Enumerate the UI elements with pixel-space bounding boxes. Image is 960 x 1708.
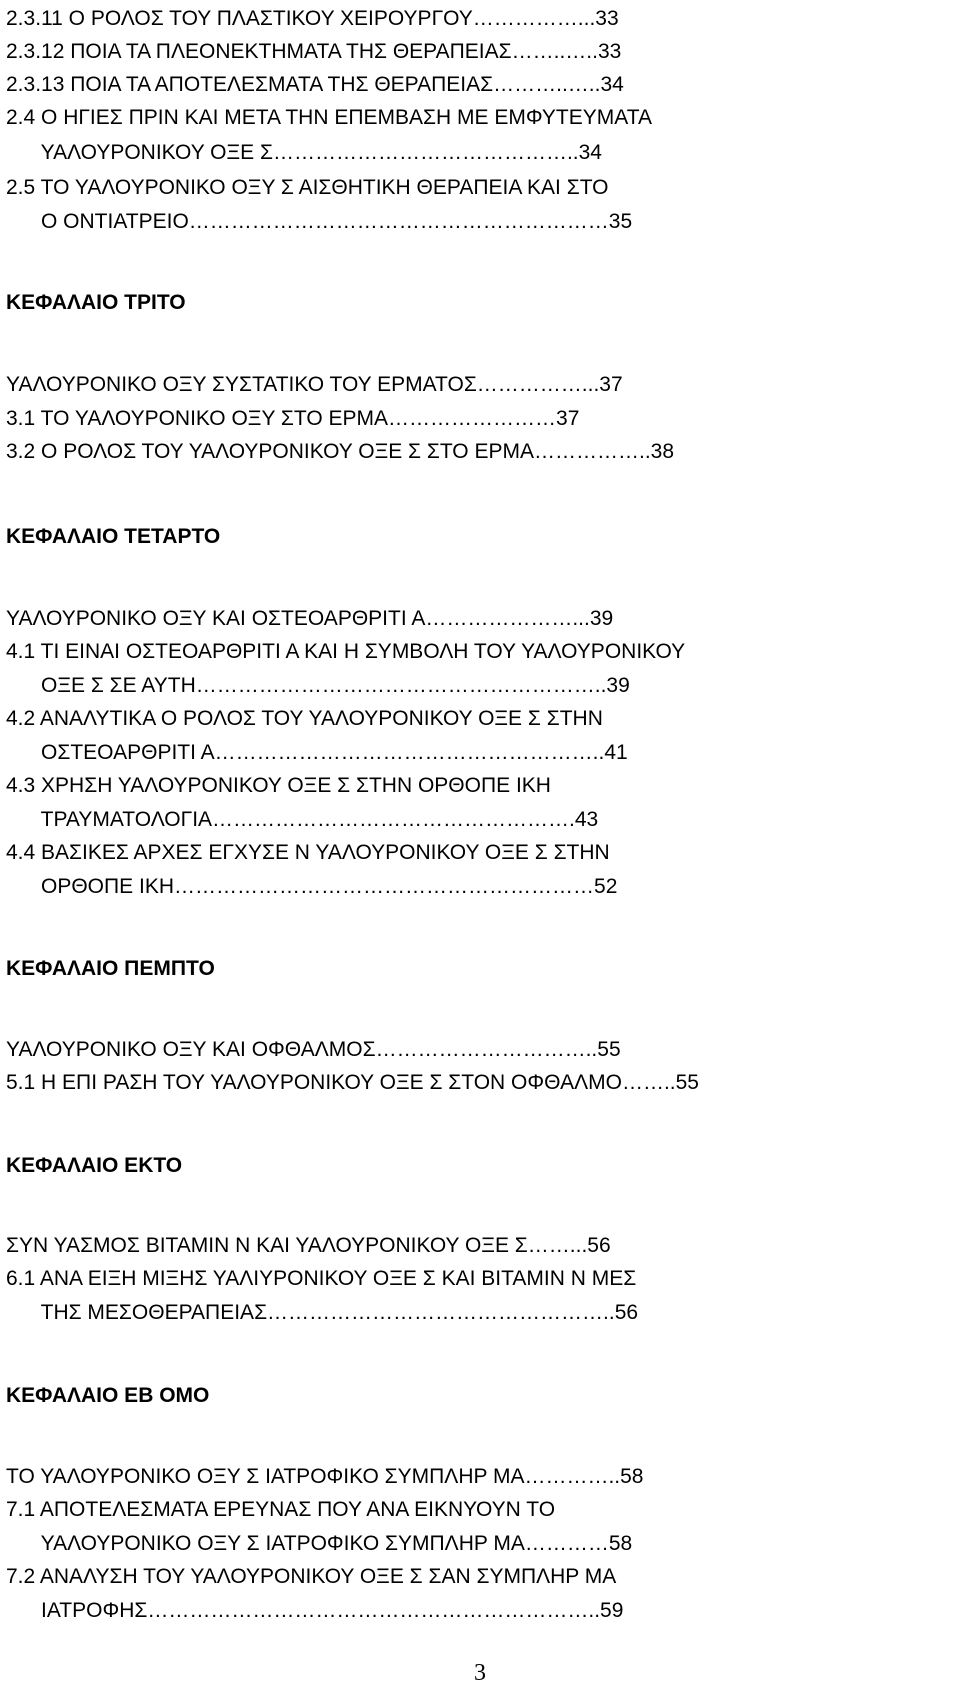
toc-line: 2.3.11 Ο ΡΟΛΟΣ ΤΟΥ ΠΛΑΣΤΙΚΟΥ ΧΕΙΡΟΥΡΓΟΥ……………...33 — [6, 7, 619, 30]
chapter-heading: ΚΕΦΑΛΑΙΟ ΠΕΜΠΤΟ — [6, 957, 215, 980]
toc-line: 5.1 Η ΕΠΙ ΡΑΣΗ ΤΟΥ ΥΑΛΟΥΡΟΝΙΚΟΥ ΟΞΕ Σ ΣΤΟΝ ΟΦΘΑΛΜΟ……..55 — [6, 1071, 699, 1094]
toc-line: 3.1 ΤΟ ΥΑΛΟΥΡΟΝΙΚΟ ΟΞΥ ΣΤΟ ΕΡΜΑ……………………37 — [6, 407, 580, 430]
chapter-heading: ΚΕΦΑΛΑΙΟ ΤΕΤΑΡΤΟ — [6, 525, 221, 548]
toc-line: ΥΑΛΟΥΡΟΝΙΚΟ ΟΞΥ ΣΥΣΤΑΤΙΚΟ ΤΟΥ ΕΡΜΑΤΟΣ……………...37 — [6, 373, 623, 396]
page-number: 3 — [474, 1660, 486, 1686]
toc-line: 7.1 ΑΠΟΤΕΛΕΣΜΑΤΑ ΕΡΕΥΝΑΣ ΠΟΥ ΑΝΑ ΕΙΚΝΥΟΥΝ ΤΟ — [6, 1498, 556, 1521]
toc-line: ΤΗΣ ΜΕΣΟΘΕΡΑΠΕΙΑΣ…………………………………………..56 — [6, 1301, 639, 1324]
toc-line: 7.2 ΑΝΑΛΥΣΗ ΤΟΥ ΥΑΛΟΥΡΟΝΙΚΟΥ ΟΞΕ Σ ΣΑΝ ΣΥΜΠΛΗΡ ΜΑ — [6, 1565, 617, 1588]
toc-line: 6.1 ΑΝΑ ΕΙΞΗ ΜΙΞΗΣ ΥΑΛΙΥΡΟΝΙΚΟΥ ΟΞΕ Σ ΚΑΙ ΒΙΤΑΜΙΝ Ν ΜΕΣ — [6, 1267, 637, 1290]
toc-line: 4.2 ΑΝΑΛΥΤΙΚΑ Ο ΡΟΛΟΣ ΤΟΥ ΥΑΛΟΥΡΟΝΙΚΟΥ ΟΞΕ Σ ΣΤΗΝ — [6, 707, 603, 730]
toc-line: ΙΑΤΡΟΦΗΣ………………………………………………………..59 — [6, 1599, 624, 1622]
toc-line: 3.2 Ο ΡΟΛΟΣ ΤΟΥ ΥΑΛΟΥΡΟΝΙΚΟΥ ΟΞΕ Σ ΣΤΟ ΕΡΜΑ……………..38 — [6, 440, 675, 463]
toc-line: Ο ΟΝΤΙΑΤΡΕΙΟ……………………………………………………35 — [6, 210, 633, 233]
toc-line: 2.3.12 ΠΟΙΑ ΤΑ ΠΛΕΟΝΕΚΤΗΜΑΤΑ ΤΗΣ ΘΕΡΑΠΕΙΑΣ……..…..33 — [6, 40, 622, 63]
toc-line: ΤΡΑΥΜΑΤΟΛΟΓΙΑ…………………………………………….43 — [6, 808, 599, 831]
toc-line: ΣΥΝ ΥΑΣΜΟΣ ΒΙΤΑΜΙΝ Ν ΚΑΙ ΥΑΛΟΥΡΟΝΙΚΟΥ ΟΞΕ Σ……...56 — [6, 1234, 611, 1257]
chapter-heading: ΚΕΦΑΛΑΙΟ ΤΡΙΤΟ — [6, 291, 186, 314]
chapter-heading: ΚΕΦΑΛΑΙΟ ΕΚΤΟ — [6, 1154, 183, 1177]
chapter-heading: ΚΕΦΑΛΑΙΟ ΕΒ ΟΜΟ — [6, 1384, 210, 1407]
toc-line: 2.4 Ο ΗΓΙΕΣ ΠΡΙΝ ΚΑΙ ΜΕΤΑ ΤΗΝ ΕΠΕΜΒΑΣΗ ΜΕ ΕΜΦΥΤΕΥΜΑΤΑ — [6, 106, 652, 129]
toc-line: 4.1 ΤΙ ΕΙΝΑΙ ΟΣΤΕΟΑΡΘΡΙΤΙ Α ΚΑΙ Η ΣΥΜΒΟΛΗ ΤΟΥ ΥΑΛΟΥΡΟΝΙΚΟΥ — [6, 640, 686, 663]
toc-line: 4.3 ΧΡΗΣΗ ΥΑΛΟΥΡΟΝΙΚΟΥ ΟΞΕ Σ ΣΤΗΝ ΟΡΘΟΠΕ ΙΚΗ — [6, 774, 551, 797]
toc-line: ΥΑΛΟΥΡΟΝΙΚΟ ΟΞΥ ΚΑΙ ΟΣΤΕΟΑΡΘΡΙΤΙ Α…………………...39 — [6, 607, 614, 630]
toc-line: 4.4 ΒΑΣΙΚΕΣ ΑΡΧΕΣ ΕΓΧΥΣΕ Ν ΥΑΛΟΥΡΟΝΙΚΟΥ ΟΞΕ Σ ΣΤΗΝ — [6, 841, 610, 864]
toc-line: ΥΑΛΟΥΡΟΝΙΚΟ ΟΞΥ Σ ΙΑΤΡΟΦΙΚΟ ΣΥΜΠΛΗΡ ΜΑ…………58 — [6, 1532, 633, 1555]
toc-line: ΟΡΘΟΠΕ ΙΚΗ……………………………………………………52 — [6, 875, 618, 898]
toc-line: ΟΞΕ Σ ΣΕ ΑΥΤΗ…………………………………………………..39 — [6, 674, 630, 697]
toc-line: ΤΟ ΥΑΛΟΥΡΟΝΙΚΟ ΟΞΥ Σ ΙΑΤΡΟΦΙΚΟ ΣΥΜΠΛΗΡ ΜΑ…………..58 — [6, 1465, 644, 1488]
toc-line: 2.5 ΤΟ ΥΑΛΟΥΡΟΝΙΚΟ ΟΞΥ Σ ΑΙΣΘΗΤΙΚΗ ΘΕΡΑΠΕΙΑ ΚΑΙ ΣΤΟ — [6, 176, 609, 199]
toc-line: ΥΑΛΟΥΡΟΝΙΚΟ ΟΞΥ ΚΑΙ ΟΦΘΑΛΜΟΣ…………………………..55 — [6, 1038, 621, 1061]
toc-line: 2.3.13 ΠΟΙΑ ΤΑ ΑΠΟΤΕΛΕΣΜΑΤΑ ΤΗΣ ΘΕΡΑΠΕΙΑΣ………..…..34 — [6, 73, 624, 96]
toc-line: ΟΣΤΕΟΑΡΘΡΙΤΙ Α………………………………………………..41 — [6, 741, 628, 764]
toc-line: ΥΑΛΟΥΡΟΝΙΚΟΥ ΟΞΕ Σ……………………………………..34 — [6, 141, 602, 164]
